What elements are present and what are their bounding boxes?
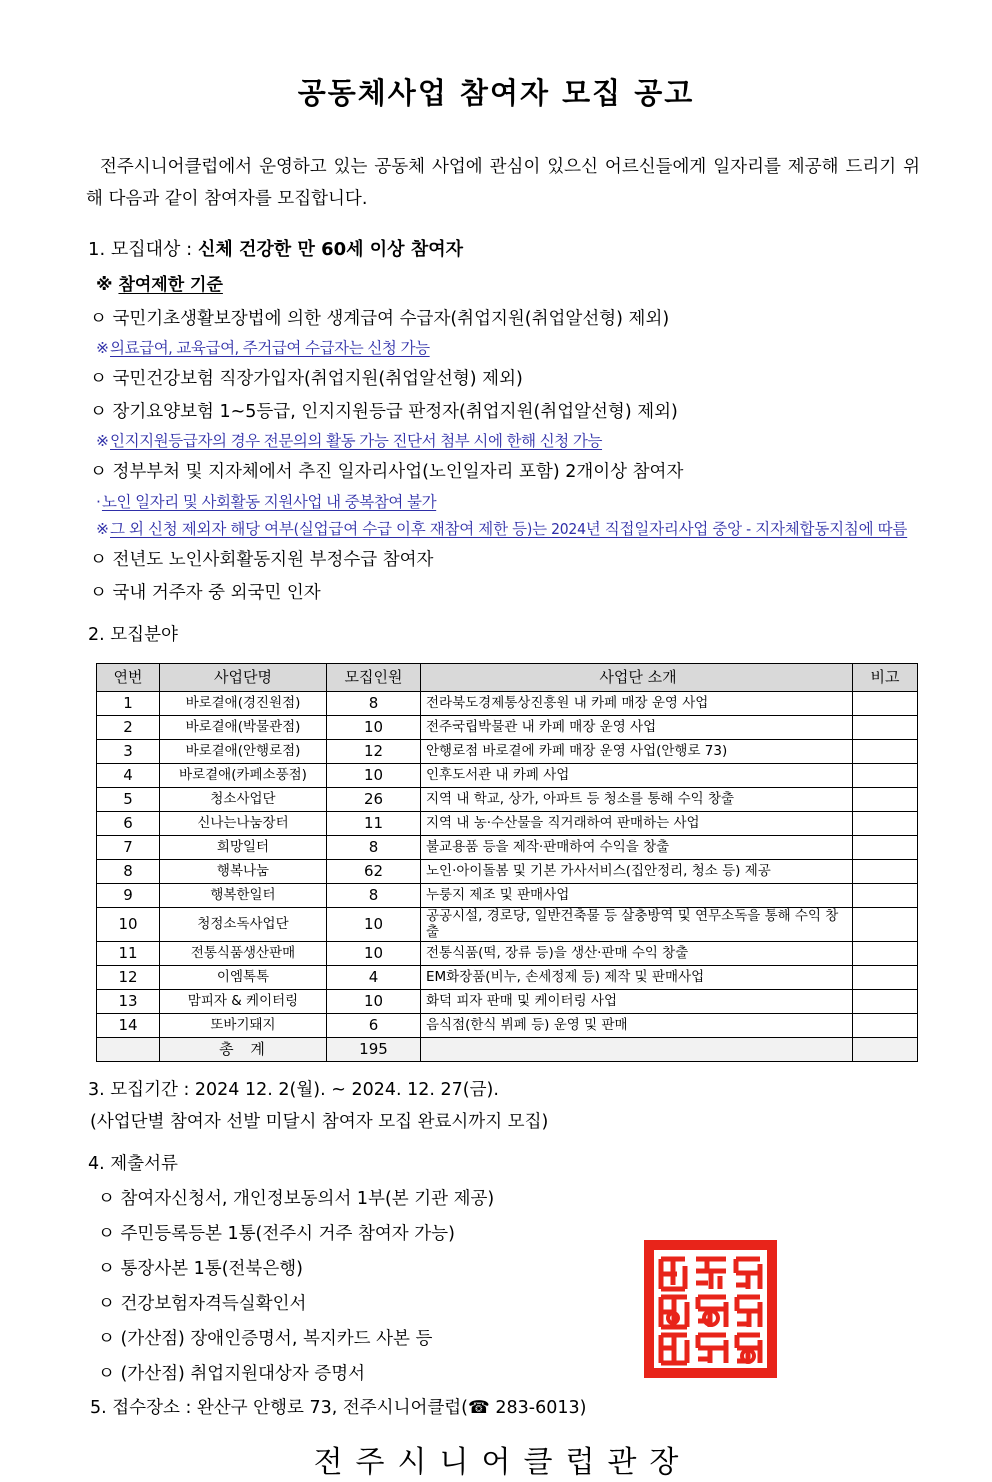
cell-name: 신나는나눔장터 [160,812,327,836]
cell-count: 10 [327,990,421,1014]
section3-heading: 3. 모집기간 : 2024 12. 2(월). ~ 2024. 12. 27(금). [88,1080,499,1101]
cell-desc: 화덕 피자 판매 및 케이터링 사업 [421,990,853,1014]
section1-note-2-text: 인지지원등급자의 경우 전문의의 활동 가능 진단서 첨부 시에 한해 신청 가능 [110,432,603,451]
section4-item-1: ㅇ 참여자신청서, 개인정보동의서 1부(본 기관 제공) [98,1189,495,1210]
cell-no: 4 [97,764,160,788]
cell-note [853,884,918,908]
section4-item-3: ㅇ 통장사본 1통(전북은행) [98,1259,303,1280]
reference-marker-icon: ※ [96,432,109,451]
cell-name: 이엠톡톡 [160,966,327,990]
cell-note [853,692,918,716]
table-row [97,740,918,764]
section1-note-3 [0,487,992,514]
section2-heading: 2. 모집분야 [88,625,178,646]
table-row [97,884,918,908]
recruit-table-body [97,692,918,1062]
cell-no: 2 [97,716,160,740]
cell-note [853,990,918,1014]
section1-note-2 [0,426,992,453]
cell-count: 10 [327,908,421,942]
section1-item-6: ㅇ 국내 거주자 중 외국민 인자 [90,583,321,604]
cell-desc: 누룽지 제조 및 판매사업 [421,884,853,908]
cell-name: 청소사업단 [160,788,327,812]
cell-name: 행복나눔 [160,860,327,884]
cell-no: 8 [97,860,160,884]
cell-note [853,788,918,812]
section4-heading: 4. 제출서류 [88,1154,178,1175]
section3-subnote: (사업단별 참여자 선발 미달시 참여자 모집 완료시까지 모집) [90,1112,549,1133]
cell-desc: 전통식품(떡, 장류 등)을 생산·판매 수익 창출 [421,942,853,966]
reference-marker-icon: ※ [96,519,109,538]
cell-no: 3 [97,740,160,764]
cell-desc: 공공시설, 경로당, 일반건축물 등 살충방역 및 연무소독을 통해 수익 창출 [421,908,853,942]
table-row [97,908,918,942]
cell-no: 10 [97,908,160,942]
table-row [97,1014,918,1038]
cell-count: 10 [327,942,421,966]
section1-subheading [0,264,992,299]
cell-desc: 불교용품 등을 제작·판매하여 수익을 창출 [421,836,853,860]
section4-item-5: ㅇ (가산점) 장애인증명서, 복지카드 사본 등 [98,1329,433,1350]
cell-note [853,1014,918,1038]
cell-desc: 전라북도경제통상진흥원 내 카페 매장 운영 사업 [421,692,853,716]
section4-item-2: ㅇ 주민등록등본 1통(전주시 거주 참여자 가능) [98,1224,455,1245]
cell-desc: 노인·아이돌봄 및 기본 가사서비스(집안정리, 청소 등) 제공 [421,860,853,884]
cell-count: 11 [327,812,421,836]
section1-item-5: ㅇ 전년도 노인사회활동지원 부정수급 참여자 [90,550,434,571]
cell-note [853,966,918,990]
cell-name: 바로곁애(경진원점) [160,692,327,716]
cell-note [853,812,918,836]
bullet-dot-icon: · [96,492,101,511]
cell-count: 12 [327,740,421,764]
total-count: 195 [327,1038,421,1062]
section1-note-1-text: 의료급여, 교육급여, 주거급여 수급자는 신청 가능 [110,338,430,357]
section1-note-1 [0,333,992,360]
total-cell-blank [97,1038,160,1062]
table-row [97,716,918,740]
reference-marker-icon: ※ [96,275,113,296]
table-row [97,812,918,836]
cell-count: 8 [327,836,421,860]
cell-note [853,908,918,942]
cell-no: 9 [97,884,160,908]
table-row [97,788,918,812]
table-row [97,860,918,884]
recruit-table-wrapper [0,649,992,1062]
cell-name: 또바기돼지 [160,1014,327,1038]
cell-no: 7 [97,836,160,860]
cell-note [853,860,918,884]
cell-desc: 안행로점 바로곁에 카페 매장 운영 사업(안행로 73) [421,740,853,764]
cell-name: 청정소독사업단 [160,908,327,942]
cell-no: 14 [97,1014,160,1038]
cell-name: 바로곁애(안행로점) [160,740,327,764]
cell-no: 13 [97,990,160,1014]
column-header-count: 모집인원 [327,664,421,692]
cell-count: 26 [327,788,421,812]
cell-count: 10 [327,716,421,740]
total-label: 총 계 [160,1038,327,1062]
cell-name: 희망일터 [160,836,327,860]
section1-heading-value: 신체 건강한 만 60세 이상 참여자 [197,238,464,260]
total-cell-note [853,1038,918,1062]
cell-name: 바로곁애(카페소풍점) [160,764,327,788]
section1-heading [0,216,992,265]
table-row [97,966,918,990]
section4-item-6: ㅇ (가산점) 취업지원대상자 증명서 [98,1364,366,1385]
section1-item-2: ㅇ 국민건강보험 직장가입자(취업지원(취업알선형) 제외) [90,368,523,389]
cell-desc: 지역 내 학교, 상가, 아파트 등 청소를 통해 수익 창출 [421,788,853,812]
section1-item-4: ㅇ 정부부처 및 지자체에서 추진 일자리사업(노인일자리 포함) 2개이상 참여자 [90,462,684,483]
section1-note-3-text: 노인 일자리 및 사회활동 지원사업 내 중복참여 불가 [101,492,437,511]
cell-name: 전통식품생산판매 [160,942,327,966]
recruit-table [96,663,918,1062]
cell-name: 맘피자 & 케이터링 [160,990,327,1014]
section1-note-4-text: 그 외 신청 제외자 해당 여부(실업급여 수급 이후 재참여 제한 등)는 2024년 직접일자리사업 중앙 - 지자체합동지침에 따름 [110,519,908,538]
table-header-row [97,664,918,692]
cell-no: 1 [97,692,160,716]
section1-heading-number: 1. 모집대상 : [88,238,198,260]
cell-desc: 전주국립박물관 내 카페 매장 운영 사업 [421,716,853,740]
cell-note [853,942,918,966]
section4-item-4: ㅇ 건강보험자격득실확인서 [98,1294,307,1315]
cell-desc: EM화장품(비누, 손세정제 등) 제작 및 판매사업 [421,966,853,990]
table-row [97,990,918,1014]
column-header-desc: 사업단 소개 [421,664,853,692]
cell-count: 8 [327,884,421,908]
cell-note [853,764,918,788]
cell-count: 62 [327,860,421,884]
cell-no: 6 [97,812,160,836]
cell-note [853,740,918,764]
cell-desc: 지역 내 농·수산물을 직거래하여 판매하는 사업 [421,812,853,836]
recruit-table-head [97,664,918,692]
table-row [97,942,918,966]
cell-name: 바로곁애(박물관점) [160,716,327,740]
column-header-name: 사업단명 [160,664,327,692]
column-header-note: 비고 [853,664,918,692]
table-row [97,764,918,788]
cell-name: 행복한일터 [160,884,327,908]
cell-no: 12 [97,966,160,990]
cell-no: 5 [97,788,160,812]
reference-marker-icon: ※ [96,338,109,357]
cell-no: 11 [97,942,160,966]
signature-text: 전주시니어클럽관장 [313,1445,692,1481]
table-row [97,836,918,860]
section5-heading: 5. 접수장소 : 완산구 안행로 73, 전주시니어클럽(☎ 283-6013) [90,1398,587,1419]
cell-count: 8 [327,692,421,716]
total-cell-desc [421,1038,853,1062]
section1-note-4 [0,514,992,541]
cell-note [853,716,918,740]
official-seal-icon [644,1240,777,1378]
intro-paragraph: 전주시니어클럽에서 운영하고 있는 공동체 사업에 관심이 있으신 어르신들에게 일자리를 제공해 드리기 위해 다음과 같이 참여자를 모집합니다. [86,156,920,210]
table-total-row [97,1038,918,1062]
cell-count: 6 [327,1014,421,1038]
cell-desc: 음식점(한식 뷔페 등) 운영 및 판매 [421,1014,853,1038]
table-row [97,692,918,716]
cell-note [853,836,918,860]
cell-desc: 인후도서관 내 카페 사업 [421,764,853,788]
section1-subheading-label: 참여제한 기준 [118,275,223,296]
column-header-no: 연번 [97,664,160,692]
section1-item-1: ㅇ 국민기초생활보장법에 의한 생계급여 수급자(취업지원(취업알선형) 제외) [90,308,670,329]
page-title: 공동체사업 참여자 모집 공고 [297,76,695,110]
signature-row [0,1422,992,1482]
cell-count: 10 [327,764,421,788]
cell-count: 4 [327,966,421,990]
section1-item-3: ㅇ 장기요양보험 1~5등급, 인지지원등급 판정자(취업지원(취업알선형) 제외) [90,402,678,423]
